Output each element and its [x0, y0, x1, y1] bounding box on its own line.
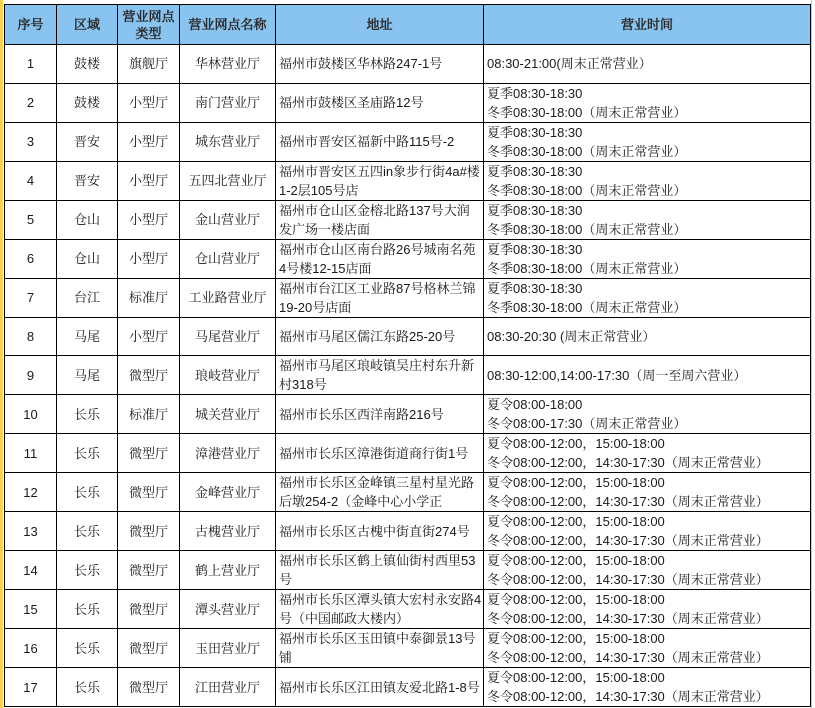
cell-no: 7	[5, 278, 57, 317]
hours-line: 08:30-21:00(周末正常营业）	[487, 56, 652, 72]
cell-region: 长乐	[57, 590, 118, 629]
column-header-region: 区域	[57, 5, 118, 45]
table-row	[5, 512, 811, 551]
cell-type: 旗舰厅	[118, 45, 180, 84]
cell-no: 9	[5, 356, 57, 395]
hours-line: 夏令08:00-18:00	[487, 397, 583, 413]
cell-name: 华林营业厅	[180, 45, 276, 84]
header-row	[5, 5, 811, 45]
hours-line: 冬季08:30-18:00（周末正常营业）	[487, 143, 687, 159]
cell-hours	[484, 668, 811, 707]
address-text: 福州市晋安区五四in象步行街4a#楼1-2层105号店	[279, 163, 480, 198]
table-row	[5, 668, 811, 707]
hours-line: 夏季08:30-18:30	[487, 124, 583, 140]
cell-hours	[484, 200, 811, 239]
cell-type: 微型厅	[118, 356, 180, 395]
hours-line: 冬令08:00-12:00，14:30-17:30（周末正常营业）	[487, 572, 769, 588]
cell-no: 6	[5, 239, 57, 278]
column-header-no: 序号	[5, 5, 57, 45]
cell-no: 2	[5, 83, 57, 122]
cell-address	[276, 356, 484, 395]
hours-line: 冬季08:30-18:00（周末正常营业）	[487, 260, 687, 276]
address-text: 福州市长乐区金峰镇三星村星光路后墩254-2（金峰中心小学正	[279, 475, 475, 510]
cell-hours	[484, 45, 811, 84]
cell-type: 小型厅	[118, 239, 180, 278]
address-text: 福州市长乐区潭头镇大宏村永安路4号（中国邮政大楼内）	[279, 592, 482, 627]
hours-line: 冬季08:30-18:00（周末正常营业）	[487, 104, 687, 120]
cell-address	[276, 512, 484, 551]
cell-name: 马尾营业厅	[180, 317, 276, 356]
cell-hours	[484, 395, 811, 434]
cell-region: 长乐	[57, 473, 118, 512]
cell-no: 13	[5, 512, 57, 551]
table-row	[5, 239, 811, 278]
cell-region: 台江	[57, 278, 118, 317]
table-row	[5, 278, 811, 317]
cell-address	[276, 239, 484, 278]
address-text: 福州市仓山区金榕北路137号大润发广场一楼店面	[279, 202, 470, 237]
address-text: 福州市长乐区玉田镇中泰御景13号铺	[279, 631, 476, 666]
cell-address	[276, 590, 484, 629]
hours-line: 冬令08:00-12:00，14:30-17:30（周末正常营业）	[487, 689, 769, 705]
hours-line: 冬令08:00-12:00，14:30-17:30（周末正常营业）	[487, 455, 769, 471]
cell-hours	[484, 83, 811, 122]
left-edge-strip	[0, 0, 3, 708]
cell-region: 长乐	[57, 512, 118, 551]
table-row	[5, 590, 811, 629]
cell-region: 仓山	[57, 200, 118, 239]
address-text: 福州市长乐区古槐中街直街274号	[279, 523, 470, 539]
cell-region: 仓山	[57, 239, 118, 278]
cell-name: 城东营业厅	[180, 122, 276, 161]
cell-name: 工业路营业厅	[180, 278, 276, 317]
cell-hours	[484, 161, 811, 200]
address-text: 福州市鼓楼区华林路247-1号	[279, 56, 443, 72]
cell-name: 玉田营业厅	[180, 629, 276, 668]
cell-type: 微型厅	[118, 590, 180, 629]
cell-region: 长乐	[57, 629, 118, 668]
hours-line: 冬令08:00-12:00，14:30-17:30（周末正常营业）	[487, 494, 769, 510]
cell-name: 漳港营业厅	[180, 434, 276, 473]
hours-line: 夏季08:30-18:30	[487, 241, 583, 257]
column-header-type: 营业网点类型	[118, 5, 180, 45]
cell-name: 鹤上营业厅	[180, 551, 276, 590]
cell-no: 14	[5, 551, 57, 590]
address-text: 福州市长乐区西洋南路216号	[279, 406, 444, 422]
cell-region: 马尾	[57, 356, 118, 395]
table-row	[5, 45, 811, 84]
hours-line: 冬季08:30-18:00（周末正常营业）	[487, 299, 687, 315]
hours-line: 冬季08:30-18:00（周末正常营业）	[487, 182, 687, 198]
table-row	[5, 473, 811, 512]
cell-region: 鼓楼	[57, 83, 118, 122]
hours-line: 夏令08:00-12:00，15:00-18:00	[487, 670, 665, 686]
table-row	[5, 83, 811, 122]
hours-line: 08:30-12:00,14:00-17:30（周一至周六营业）	[487, 367, 747, 383]
cell-address	[276, 200, 484, 239]
cell-address	[276, 317, 484, 356]
cell-address	[276, 278, 484, 317]
cell-type: 标准厅	[118, 395, 180, 434]
hours-line: 夏令08:00-12:00，15:00-18:00	[487, 514, 665, 530]
cell-type: 微型厅	[118, 668, 180, 707]
hours-line: 冬令08:00-17:30（周末正常营业）	[487, 416, 687, 432]
hours-line: 夏令08:00-12:00，15:00-18:00	[487, 436, 665, 452]
branch-table	[4, 4, 811, 707]
hours-line: 夏季08:30-18:30	[487, 202, 583, 218]
cell-type: 小型厅	[118, 317, 180, 356]
hours-line: 08:30-20:30 (周末正常营业）	[487, 329, 656, 345]
cell-no: 5	[5, 200, 57, 239]
table-row	[5, 356, 811, 395]
address-text: 福州市晋安区福新中路115号-2	[279, 134, 455, 150]
cell-hours	[484, 473, 811, 512]
column-header-name: 营业网点名称	[180, 5, 276, 45]
cell-type: 小型厅	[118, 200, 180, 239]
cell-type: 微型厅	[118, 629, 180, 668]
cell-region: 马尾	[57, 317, 118, 356]
cell-no: 17	[5, 668, 57, 707]
table-row	[5, 395, 811, 434]
cell-address	[276, 629, 484, 668]
table-row	[5, 161, 811, 200]
cell-no: 8	[5, 317, 57, 356]
table-header	[5, 5, 811, 45]
cell-hours	[484, 356, 811, 395]
cell-no: 12	[5, 473, 57, 512]
address-text: 福州市鼓楼区圣庙路12号	[279, 95, 424, 111]
cell-no: 15	[5, 590, 57, 629]
cell-address	[276, 83, 484, 122]
table-body	[5, 45, 811, 707]
hours-line: 冬季08:30-18:00（周末正常营业）	[487, 221, 687, 237]
cell-name: 南门营业厅	[180, 83, 276, 122]
cell-name: 金峰营业厅	[180, 473, 276, 512]
table-row	[5, 122, 811, 161]
table-row	[5, 200, 811, 239]
cell-hours	[484, 122, 811, 161]
address-text: 福州市长乐区江田镇友爱北路1-8号	[279, 679, 480, 695]
table-row	[5, 551, 811, 590]
address-text: 福州市长乐区鹤上镇仙街村西里53号	[279, 553, 476, 588]
cell-name: 潭头营业厅	[180, 590, 276, 629]
address-text: 福州市长乐区漳港街道商行街1号	[279, 445, 469, 461]
cell-no: 4	[5, 161, 57, 200]
cell-address	[276, 551, 484, 590]
hours-line: 夏令08:00-12:00，15:00-18:00	[487, 631, 665, 647]
cell-hours	[484, 317, 811, 356]
cell-hours	[484, 590, 811, 629]
cell-no: 11	[5, 434, 57, 473]
address-text: 福州市台江区工业路87号格林兰锦19-20号店面	[279, 280, 476, 315]
cell-type: 微型厅	[118, 512, 180, 551]
cell-name: 仓山营业厅	[180, 239, 276, 278]
cell-type: 微型厅	[118, 551, 180, 590]
cell-type: 小型厅	[118, 83, 180, 122]
hours-line: 冬令08:00-12:00，14:30-17:30（周末正常营业）	[487, 533, 769, 549]
hours-line: 冬令08:00-12:00，14:30-17:30（周末正常营业）	[487, 650, 769, 666]
cell-name: 五四北营业厅	[180, 161, 276, 200]
cell-type: 微型厅	[118, 434, 180, 473]
cell-hours	[484, 629, 811, 668]
cell-address	[276, 122, 484, 161]
cell-name: 城关营业厅	[180, 395, 276, 434]
cell-no: 10	[5, 395, 57, 434]
cell-address	[276, 161, 484, 200]
address-text: 福州市马尾区琅岐镇吴庄村东升新村318号	[279, 358, 475, 393]
hours-line: 夏令08:00-12:00，15:00-18:00	[487, 475, 665, 491]
cell-region: 长乐	[57, 434, 118, 473]
cell-no: 1	[5, 45, 57, 84]
cell-hours	[484, 239, 811, 278]
hours-line: 夏令08:00-12:00，15:00-18:00	[487, 553, 665, 569]
cell-type: 小型厅	[118, 122, 180, 161]
cell-region: 晋安	[57, 122, 118, 161]
cell-type: 微型厅	[118, 473, 180, 512]
table-row	[5, 317, 811, 356]
cell-address	[276, 45, 484, 84]
address-text: 福州市马尾区儒江东路25-20号	[279, 329, 456, 345]
hours-line: 夏季08:30-18:30	[487, 85, 583, 101]
cell-type: 小型厅	[118, 161, 180, 200]
cell-name: 古槐营业厅	[180, 512, 276, 551]
cell-address	[276, 668, 484, 707]
cell-type: 标准厅	[118, 278, 180, 317]
cell-region: 鼓楼	[57, 45, 118, 84]
cell-address	[276, 395, 484, 434]
cell-name: 琅岐营业厅	[180, 356, 276, 395]
cell-hours	[484, 278, 811, 317]
cell-no: 16	[5, 629, 57, 668]
hours-line: 夏季08:30-18:30	[487, 280, 583, 296]
cell-name: 江田营业厅	[180, 668, 276, 707]
hours-line: 冬令08:00-12:00，14:30-17:30（周末正常营业）	[487, 611, 769, 627]
right-gridline	[811, 0, 812, 708]
table-row	[5, 434, 811, 473]
cell-no: 3	[5, 122, 57, 161]
cell-address	[276, 434, 484, 473]
column-header-hours: 营业时间	[484, 5, 811, 45]
cell-hours	[484, 512, 811, 551]
cell-region: 长乐	[57, 395, 118, 434]
cell-hours	[484, 551, 811, 590]
hours-line: 夏令08:00-12:00，15:00-18:00	[487, 592, 665, 608]
table-row	[5, 629, 811, 668]
cell-hours	[484, 434, 811, 473]
cell-region: 长乐	[57, 551, 118, 590]
column-header-address: 地址	[276, 5, 484, 45]
hours-line: 夏季08:30-18:30	[487, 163, 583, 179]
cell-region: 晋安	[57, 161, 118, 200]
cell-address	[276, 473, 484, 512]
cell-region: 长乐	[57, 668, 118, 707]
address-text: 福州市仓山区南台路26号城南名苑4号楼12-15店面	[279, 241, 476, 276]
cell-name: 金山营业厅	[180, 200, 276, 239]
